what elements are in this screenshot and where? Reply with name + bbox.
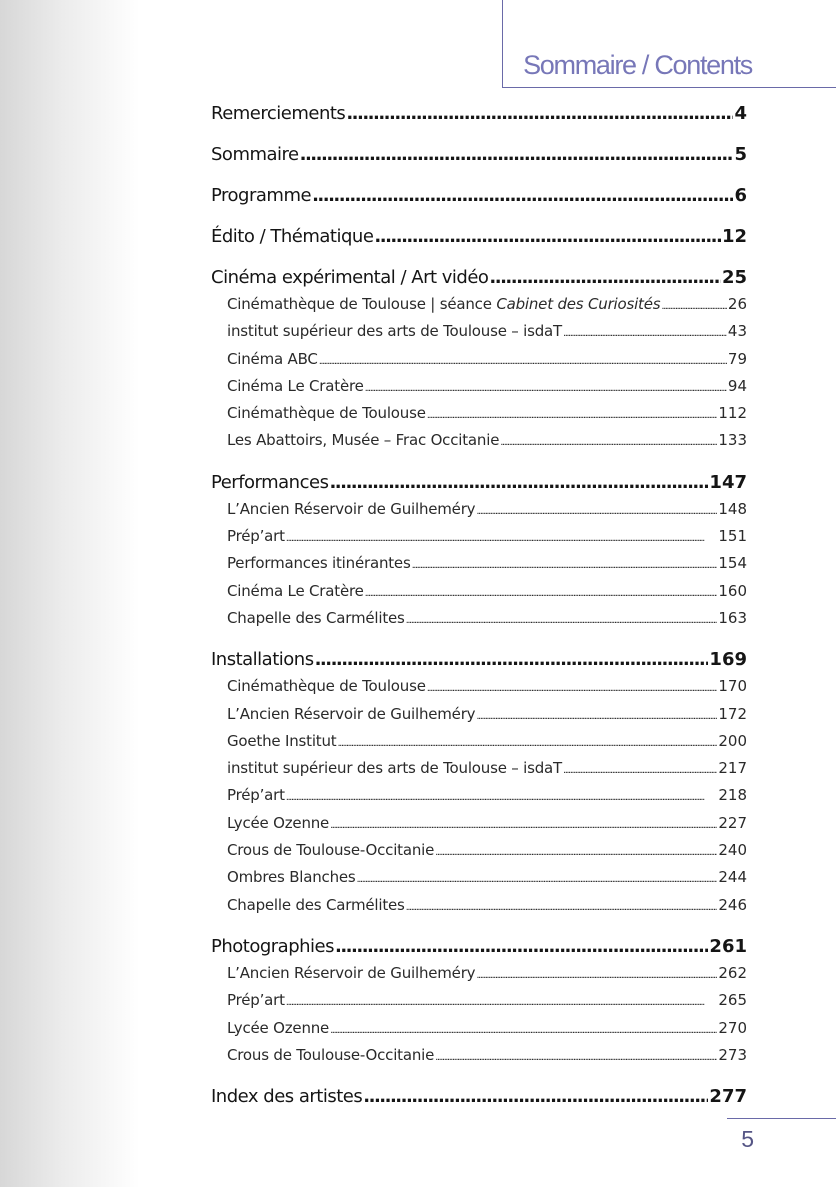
toc-section: [211, 936, 747, 1073]
toc-subentry-label-text: L’Ancien Réservoir de Guilheméry: [227, 963, 476, 982]
toc-subentry[interactable]: [211, 295, 747, 322]
dot-leader: [286, 792, 718, 803]
toc-subentry[interactable]: [211, 964, 747, 991]
toc-subentry-label-text: Prép’art: [227, 527, 285, 546]
toc-entry-page: 5: [734, 144, 747, 165]
toc-subentry[interactable]: [211, 1019, 747, 1046]
toc-subentry-label: [227, 991, 285, 1009]
toc-subentry-page: 94: [727, 376, 747, 395]
table-of-contents: [211, 103, 747, 1127]
toc-subentry-page: 172: [718, 704, 747, 723]
dot-leader: [406, 615, 718, 626]
dot-leader: [406, 902, 718, 913]
toc-entry-page: 6: [734, 185, 747, 206]
toc-subentry[interactable]: [211, 786, 747, 813]
toc-subentry-page: 112: [718, 404, 747, 423]
toc-subentry-label: [227, 677, 426, 695]
toc-subentry[interactable]: [211, 377, 747, 404]
toc-subentry-page: 133: [718, 431, 747, 450]
toc-subentry-page: 79: [727, 349, 747, 368]
toc-entry[interactable]: [211, 185, 747, 213]
toc-subentry[interactable]: [211, 759, 747, 786]
toc-subentry-label: [227, 431, 499, 449]
toc-subentry-page: 262: [718, 963, 747, 982]
toc-subentry-page: 265: [718, 991, 747, 1010]
toc-subentry-label: [227, 377, 364, 395]
toc-entry-label: Index des artistes: [211, 1086, 363, 1108]
toc-subentry-label-text: Lycée Ozenne: [227, 813, 330, 832]
toc-subentry-label-text: Les Abattoirs, Musée – Frac Occitanie: [227, 431, 500, 450]
toc-subentry-label: [227, 527, 285, 545]
toc-subentry[interactable]: [211, 677, 747, 704]
toc-subentry[interactable]: [211, 404, 747, 431]
toc-subentry-label-text: Crous de Toulouse-Occitanie: [227, 841, 435, 860]
toc-subentry-label-text: Lycée Ozenne: [227, 1018, 330, 1037]
footer-rule: [727, 1118, 836, 1119]
dot-leader: [330, 1025, 717, 1036]
toc-entry-page: 261: [709, 935, 747, 957]
toc-section: [211, 267, 747, 459]
toc-subentry-label-text: institut supérieur des arts de Toulouse – isdaT: [227, 759, 563, 778]
toc-subentry-page: 246: [718, 895, 747, 914]
toc-subentry-page: 160: [718, 581, 747, 600]
toc-entry-label: Installations: [211, 649, 314, 671]
dot-leader: [286, 533, 718, 544]
toc-subentry-page: 273: [718, 1045, 747, 1064]
toc-section: [211, 226, 747, 254]
dot-leader: [661, 301, 727, 312]
dot-leader: [563, 765, 717, 776]
toc-subentry-page: 227: [718, 813, 747, 832]
toc-entry[interactable]: [211, 267, 747, 295]
toc-entry[interactable]: [211, 103, 747, 131]
toc-subentry-label: [227, 609, 405, 627]
toc-entry-page: 147: [709, 471, 747, 493]
toc-subentry[interactable]: [211, 705, 747, 732]
toc-section: [211, 185, 747, 213]
toc-subentry-label-text: Chapelle des Carmélites: [227, 608, 405, 627]
toc-subentry[interactable]: [211, 814, 747, 841]
toc-subentry-label-text: Prép’art: [227, 991, 285, 1010]
dot-leader: [435, 1052, 717, 1063]
toc-subentry[interactable]: [211, 841, 747, 868]
toc-subentry-page: 26: [727, 295, 747, 313]
toc-subentry[interactable]: [211, 868, 747, 895]
dot-leader: [335, 936, 708, 957]
dot-leader: [412, 560, 718, 571]
toc-entry-page: 4: [734, 103, 747, 124]
toc-subentry-label-text: Cinéma ABC: [227, 349, 318, 368]
toc-entry-label: Sommaire: [211, 144, 299, 165]
dot-leader: [427, 683, 718, 694]
toc-subentry-label-text: Goethe Institut: [227, 731, 337, 750]
toc-entry[interactable]: [211, 472, 747, 500]
dot-leader: [489, 267, 721, 288]
dot-leader: [476, 506, 717, 517]
toc-subentry-label-text: Cinéma Le Cratère: [227, 581, 364, 600]
toc-entry-label: Remerciements: [211, 103, 346, 124]
toc-subentry-label: [227, 705, 475, 723]
toc-subentry-label: [227, 814, 329, 832]
toc-subentry-page: 148: [718, 499, 747, 518]
toc-subentry-page: 244: [718, 868, 747, 887]
page-number: 5: [741, 1126, 754, 1152]
dot-leader: [476, 711, 717, 722]
dot-leader: [374, 226, 721, 247]
toc-entry-label: Photographies: [211, 935, 334, 957]
toc-subentry-label-text: Prép’art: [227, 786, 285, 805]
toc-entry-label: Performances: [211, 471, 329, 493]
dot-leader: [427, 410, 718, 421]
toc-subentry-label-text: L’Ancien Réservoir de Guilheméry: [227, 499, 476, 518]
toc-subentry[interactable]: [211, 350, 747, 377]
toc-section: [211, 103, 747, 131]
toc-entry[interactable]: [211, 936, 747, 964]
toc-subentry-label-text: Chapelle des Carmélites: [227, 895, 405, 914]
toc-subentry-label: [227, 350, 318, 368]
dot-leader: [476, 970, 717, 981]
toc-subentry-label: [227, 554, 411, 572]
toc-subentry-label-text: Cinémathèque de Toulouse: [227, 404, 426, 423]
toc-subentry-page: 151: [718, 527, 747, 546]
toc-entry[interactable]: [211, 649, 747, 677]
toc-subentry-label: [227, 759, 562, 777]
toc-subentry-page: 218: [718, 786, 747, 805]
toc-subentry-label: [227, 500, 475, 518]
toc-subentry-label-text: Ombres Blanches: [227, 868, 356, 887]
toc-section: [211, 144, 747, 172]
toc-subentry[interactable]: [211, 582, 747, 609]
dot-leader: [346, 103, 733, 124]
toc-subentry-label: [227, 295, 660, 313]
page-gutter-shade: [0, 0, 140, 1187]
toc-subentry[interactable]: [211, 554, 747, 581]
dot-leader: [365, 383, 727, 394]
page-title: Sommaire / Contents: [523, 50, 752, 80]
toc-subentry-label-text: institut supérieur des arts de Toulouse – isdaT: [227, 322, 563, 341]
toc-subentry-label: [227, 896, 405, 914]
toc-entry-label: Cinéma expérimental / Art vidéo: [211, 267, 489, 288]
toc-subentry-page: 217: [718, 759, 747, 778]
toc-subentry-page: 43: [727, 322, 747, 341]
toc-section: [211, 1086, 747, 1114]
dot-leader: [435, 847, 717, 858]
toc-subentry[interactable]: [211, 431, 747, 458]
toc-subentry[interactable]: [211, 322, 747, 349]
toc-subentry-page: 170: [718, 677, 747, 696]
toc-entry[interactable]: [211, 1086, 747, 1114]
dot-leader: [315, 649, 709, 670]
toc-subentry[interactable]: [211, 609, 747, 636]
toc-subentry-page: 154: [718, 554, 747, 573]
toc-subentry-label-italic: Cabinet des Curiosités: [496, 295, 661, 313]
toc-entry-label: Édito / Thématique: [211, 226, 374, 247]
dot-leader: [329, 472, 708, 493]
toc-subentry-label-text: Cinéma Le Cratère: [227, 376, 364, 395]
toc-subentry[interactable]: [211, 500, 747, 527]
toc-entry-page: 277: [709, 1086, 747, 1108]
dot-leader: [337, 738, 717, 749]
toc-subentry[interactable]: [211, 527, 747, 554]
toc-entry-label: Programme: [211, 185, 312, 206]
dot-leader: [300, 144, 734, 165]
toc-subentry[interactable]: [211, 896, 747, 923]
dot-leader: [363, 1086, 708, 1107]
toc-subentry-label: [227, 1019, 329, 1037]
toc-subentry-label: [227, 582, 364, 600]
toc-subentry-label: [227, 1046, 434, 1064]
dot-leader: [286, 997, 718, 1008]
toc-subentry[interactable]: [211, 1046, 747, 1073]
toc-subentry-label: [227, 841, 434, 859]
toc-section: [211, 472, 747, 636]
toc-section: [211, 649, 747, 923]
toc-entry-page: 169: [709, 649, 747, 671]
toc-subentry-page: 240: [718, 841, 747, 860]
toc-subentry-label-text: Cinémathèque de Toulouse: [227, 677, 426, 696]
toc-entry[interactable]: [211, 144, 747, 172]
toc-subentry-page: 200: [718, 731, 747, 750]
toc-entry-page: 25: [721, 267, 747, 288]
toc-subentry[interactable]: [211, 732, 747, 759]
toc-subentry-label-text: L’Ancien Réservoir de Guilheméry: [227, 704, 476, 723]
dot-leader: [357, 874, 718, 885]
dot-leader: [365, 588, 718, 599]
toc-subentry-page: 270: [718, 1018, 747, 1037]
dot-leader: [312, 185, 733, 206]
dot-leader: [500, 437, 717, 448]
toc-subentry-page: 163: [718, 608, 747, 627]
toc-subentry-label: [227, 322, 562, 340]
dot-leader: [330, 820, 717, 831]
toc-subentry-label: [227, 964, 475, 982]
toc-subentry[interactable]: [211, 991, 747, 1018]
toc-subentry-label: [227, 404, 426, 422]
toc-subentry-label: [227, 786, 285, 804]
toc-subentry-label-text: Cinémathèque de Toulouse | séance: [227, 295, 497, 313]
toc-subentry-label: [227, 868, 356, 886]
toc-subentry-label-text: Performances itinérantes: [227, 554, 411, 573]
dot-leader: [319, 356, 727, 367]
toc-subentry-label-text: Crous de Toulouse-Occitanie: [227, 1045, 435, 1064]
toc-entry-page: 12: [721, 226, 747, 247]
toc-entry[interactable]: [211, 226, 747, 254]
dot-leader: [563, 328, 727, 339]
toc-subentry-label: [227, 732, 336, 750]
